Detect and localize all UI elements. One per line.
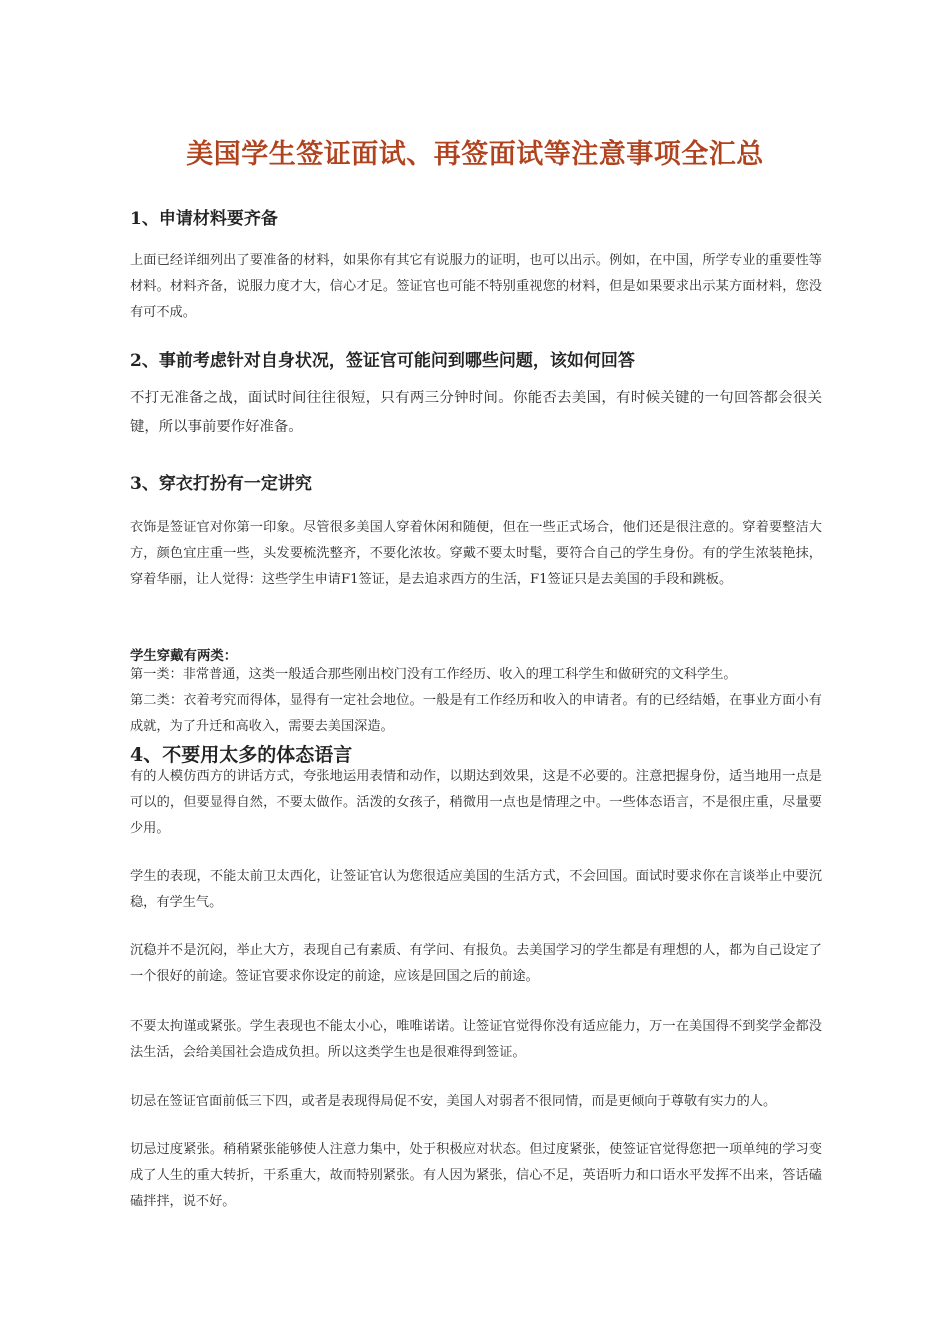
- dress-types-subheading: 学生穿戴有两类：: [130, 648, 238, 664]
- section-3-heading: 3、穿衣打扮有一定讲究: [130, 474, 312, 494]
- section-1-heading: 1、申请材料要齐备: [130, 209, 278, 229]
- section-4-paragraph-1: 有的人模仿西方的讲话方式，夸张地运用表情和动作，以期达到效果，这是不必要的。注意把握身份，适当地用一点是可以的，但要显得自然，不要太做作。活泼的女孩子，稍微用一点也是情理之中。一些体态语言，不是很庄重，尽量要少用。: [130, 769, 822, 836]
- section-4-paragraph-3: 沉稳并不是沉闷，举止大方，表现自己有素质、有学问、有报负。去美国学习的学生都是有理想的人，都为自己设定了一个很好的前途。签证官要求你设定的前途，应该是回国之后的前途。: [130, 943, 822, 984]
- section-4-heading: 4、不要用太多的体态语言: [130, 744, 353, 766]
- section-4-paragraph-6: 切忌过度紧张。稍稍紧张能够使人注意力集中，处于积极应对状态。但过度紧张，使签证官觉得您把一项单纯的学习变成了人生的重大转折，干系重大，故而特别紧张。有人因为紧张，信心不足，英语听力和口语水平发挥不出来，答话磕磕拌拌，说不好。: [130, 1142, 822, 1209]
- section-4-paragraph-2: 学生的表现，不能太前卫太西化，让签证官认为您很适应美国的生活方式，不会回国。面试时要求你在言谈举止中要沉稳，有学生气。: [130, 869, 822, 910]
- section-4-paragraph-4: 不要太拘谨或紧张。学生表现也不能太小心，唯唯诺诺。让签证官觉得你没有适应能力，万一在美国得不到奖学金都没法生活，会给美国社会造成负担。所以这类学生也是很难得到签证。: [130, 1019, 822, 1060]
- section-2-heading: 2、事前考虑针对自身状况，签证官可能问到哪些问题，该如何回答: [130, 351, 635, 371]
- section-2-paragraph: 不打无准备之战，面试时间往往很短，只有两三分钟时间。你能否去美国，有时候关键的一句回答都会很关键，所以事前要作好准备。: [130, 390, 822, 435]
- section-4-paragraph-5: 切忌在签证官面前低三下四，或者是表现得局促不安，美国人对弱者不很同情，而是更倾向于尊敬有实力的人。: [130, 1094, 777, 1109]
- section-3-paragraph: 衣饰是签证官对你第一印象。尽管很多美国人穿着休闲和随便，但在一些正式场合，他们还是很注意的。穿着要整洁大方，颜色宜庄重一些，头发要梳洗整齐，不要化浓妆。穿戴不要太时髦，要符合自己的学生身份。有的学生浓装艳抹，穿着华丽，让人觉得：这些学生申请F1签证，是去追求西方的生活，F1签证只是去美国的手段和跳板。: [130, 520, 822, 587]
- dress-type-2: 第二类：衣着考究而得体，显得有一定社会地位。一般是有工作经历和收入的申请者。有的已经结婚，在事业方面小有成就，为了升迁和高收入，需要去美国深造。: [130, 693, 822, 734]
- section-1-paragraph: 上面已经详细列出了要准备的材料，如果你有其它有说服力的证明，也可以出示。例如，在中国，所学专业的重要性等材料。材料齐备，说服力度才大，信心才足。签证官也可能不特别重视您的材料，但是如果要求出示某方面材料，您没有可不成。: [130, 253, 822, 320]
- dress-type-1: 第一类：非常普通，这类一般适合那些刚出校门没有工作经历、收入的理工科学生和做研究的文科学生。: [130, 667, 737, 682]
- document-title: 美国学生签证面试、再签面试等注意事项全汇总: [186, 139, 764, 170]
